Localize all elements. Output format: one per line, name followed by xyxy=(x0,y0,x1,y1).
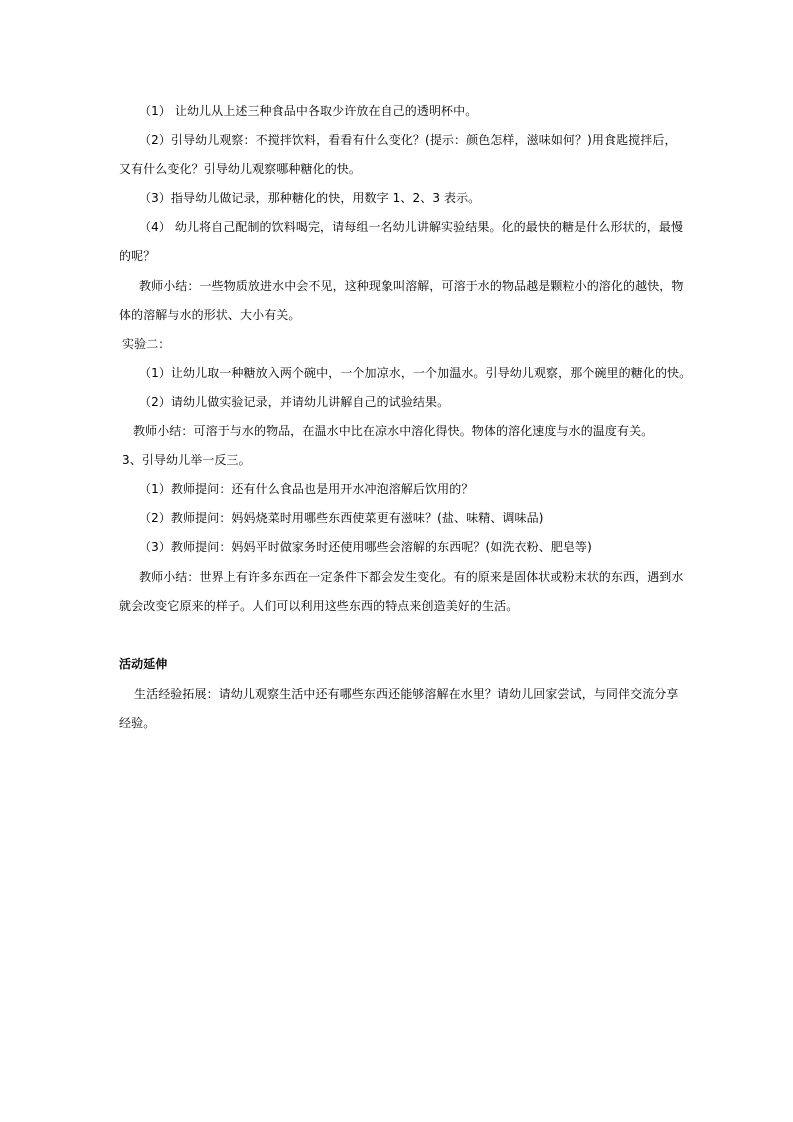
teacher-summary-1-line-1: 教师小结：一些物质放进水中会不见，这种现象叫溶解，可溶于水的物品越是颗粒小的溶化的越快，物 xyxy=(139,279,684,293)
question-2: （2）教师提问：妈妈烧菜时用哪些东西使菜更有滋味？(盐、味精、调味品) xyxy=(139,511,544,525)
section-3-heading: 3、引导幼儿举一反三。 xyxy=(122,453,251,467)
step-1-text: （1） 让幼儿从上述三种食品中各取少许放在自己的透明杯中。 xyxy=(139,104,478,118)
step-2-text-line-1: （2）引导幼儿观察：不搅拌饮料，看看有什么变化？(提示：颜色怎样，滋味如何？)用食匙搅拌后， xyxy=(139,133,677,147)
activity-extension-line-2: 经验。 xyxy=(119,716,156,730)
step-4-text-line-1: （4） 幼儿将自己配制的饮料喝完，请每组一名幼儿讲解实验结果。化的最快的糖是什么形状的，最慢 xyxy=(139,220,684,234)
teacher-summary-3-line-2: 就会改变它原来的样子。人们可以利用这些东西的特点来创造美好的生活。 xyxy=(119,599,519,613)
activity-extension-heading: 活动延伸 xyxy=(119,657,168,671)
step-4-text-line-2: 的呢？ xyxy=(119,249,156,263)
teacher-summary-2: 教师小结：可溶于与水的物品，在温水中比在凉水中溶化得快。物体的溶化速度与水的温度有关。 xyxy=(133,424,654,438)
experiment-2-label: 实验二： xyxy=(122,337,171,351)
question-1: （1）教师提问：还有什么食品也是用开水冲泡溶解后饮用的？ xyxy=(139,482,474,496)
experiment-2-step-2: （2）请幼儿做实验记录，并请幼儿讲解自己的试验结果。 xyxy=(139,395,450,409)
step-3-text: （3）指导幼儿做记录，那种糖化的快，用数字 1、2、3 表示。 xyxy=(139,191,481,205)
teacher-summary-3-line-1: 教师小结：世界上有许多东西在一定条件下都会发生变化。有的原来是固体状或粉末状的东西，遇到水 xyxy=(139,570,684,584)
question-3: （3）教师提问：妈妈平时做家务时还使用哪些会溶解的东西呢？(如洗衣粉、肥皂等) xyxy=(139,540,592,554)
experiment-2-step-1: （1）让幼儿取一种糖放入两个碗中，一个加凉水，一个加温水。引导幼儿观察，那个碗里的糖化的快。 xyxy=(139,366,692,380)
activity-extension-line-1: 生活经验拓展：请幼儿观察生活中还有哪些东西还能够溶解在水里？请幼儿回家尝试，与同伴交流分享 xyxy=(134,687,679,701)
teacher-summary-1-line-2: 体的溶解与水的形状、大小有关。 xyxy=(119,308,301,322)
step-2-text-line-2: 又有什么变化？引导幼儿观察哪种糖化的快。 xyxy=(119,162,362,176)
